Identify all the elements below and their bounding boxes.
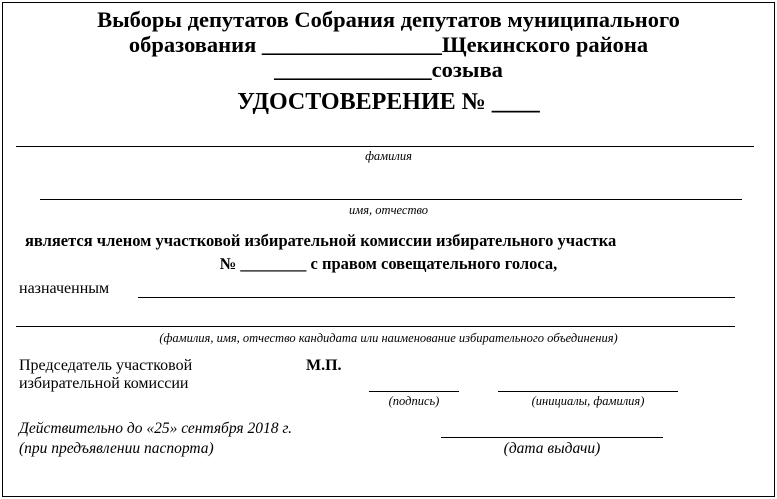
- election-title-line-1: Выборы депутатов Собрания депутатов муниципального: [97, 7, 680, 32]
- chair-label-line-2: избирательной комиссии: [19, 375, 189, 392]
- member-statement-line-1: является членом участковой избирательной комиссии избирательного участка: [25, 231, 617, 250]
- name-line: [40, 199, 742, 200]
- appointed-line: [138, 297, 735, 298]
- certificate-form: [2, 2, 775, 497]
- certificate-number-heading: УДОСТОВЕРЕНИЕ № ____: [237, 89, 540, 115]
- nominator-caption: (фамилия, имя, отчество кандидата или наименование избирательного объединения): [159, 331, 618, 345]
- initials-line: [498, 391, 678, 392]
- passport-note: (при предъявлении паспорта): [19, 440, 214, 457]
- seal-mark: М.П.: [306, 357, 342, 374]
- initials-caption: (инициалы, фамилия): [531, 394, 645, 408]
- election-title-line-2: образования ________________Щекинского района: [128, 32, 649, 57]
- issue-date-caption: (дата выдачи): [503, 440, 601, 457]
- member-statement-line-2: № ________ с правом совещательного голоса,: [219, 254, 558, 273]
- name-caption: имя, отчество: [349, 203, 428, 217]
- signature-caption: (подпись): [388, 394, 440, 408]
- chair-label-line-1: Председатель участковой: [19, 357, 193, 374]
- validity-statement: Действительно до «25» сентября 2018 г.: [19, 420, 293, 437]
- nominator-line: [16, 326, 735, 327]
- surname-line: [16, 146, 754, 147]
- surname-caption: фамилия: [365, 149, 412, 163]
- issue-date-line: [441, 437, 663, 438]
- appointed-label: назначенным: [19, 280, 110, 297]
- election-title-line-3: ______________созыва: [274, 57, 503, 82]
- signature-line: [369, 391, 459, 392]
